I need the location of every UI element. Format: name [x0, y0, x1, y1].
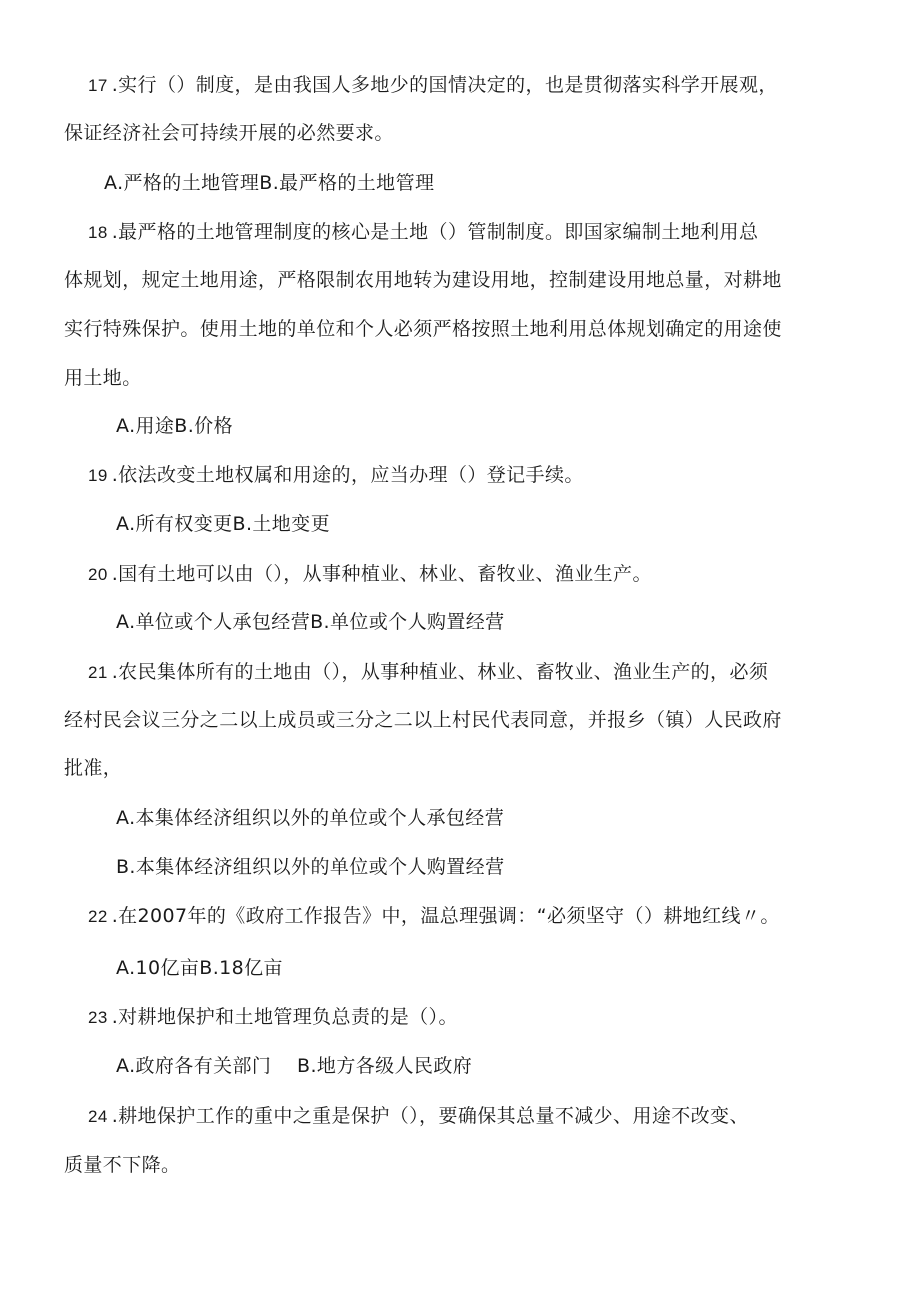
question-18-line-1 — [88, 219, 758, 246]
question-number: 23 — [88, 1008, 108, 1027]
question-text: .最严格的土地管理制度的核心是土地（）管制制度。即国家编制土地利用总 — [111, 221, 759, 243]
question-23-option: A.政府各有关部门 B.地方各级人民政府 — [116, 1055, 473, 1077]
question-text: .农民集体所有的土地由（），从事种植业、林业、畜牧业、渔业生产的，必须 — [111, 661, 769, 683]
question-text: .对耕地保护和土地管理负总责的是（）。 — [111, 1006, 458, 1028]
question-17-line-2: 保证经济社会可持续开展的必然要求。 — [64, 122, 394, 144]
question-22-line-1 — [88, 903, 780, 930]
question-24-line-2: 质量不下降。 — [64, 1154, 181, 1176]
question-21-line-3: 批准， — [64, 757, 123, 779]
question-20-option: A.单位或个人承包经营B.单位或个人购置经营 — [116, 611, 505, 633]
question-17-line-1 — [88, 72, 778, 99]
question-18-line-3: 实行特殊保护。使用土地的单位和个人必须严格按照土地利用总体规划确定的用途使 — [64, 318, 782, 340]
question-number: 21 — [88, 663, 108, 682]
question-text: .实行（）制度，是由我国人多地少的国情决定的，也是贯彻落实科学开展观， — [111, 74, 778, 96]
question-number: 20 — [88, 565, 108, 584]
question-text: .在2007年的《政府工作报告》中，温总理强调：“必须坚守（）耕地红线〃。 — [111, 905, 780, 927]
question-22-option: A.10亿亩B.18亿亩 — [116, 957, 283, 979]
question-number: 19 — [88, 466, 108, 485]
question-number: 24 — [88, 1107, 108, 1126]
question-text: .国有土地可以由（），从事种植业、林业、畜牧业、渔业生产。 — [111, 563, 652, 585]
question-17-option: A.严格的土地管理B.最严格的土地管理 — [104, 172, 435, 194]
question-number: 22 — [88, 907, 108, 926]
question-18-line-2: 体规划，规定土地用途，严格限制农用地转为建设用地，控制建设用地总量，对耕地 — [64, 269, 782, 291]
question-number: 18 — [88, 223, 108, 242]
question-number: 17 — [88, 76, 108, 95]
question-21-line-1 — [88, 659, 768, 686]
question-text: .耕地保护工作的重中之重是保护（），要确保其总量不减少、用途不改变、 — [111, 1105, 749, 1127]
question-24-line-1 — [88, 1103, 749, 1130]
question-19-option: A.所有权变更B.土地变更 — [116, 513, 330, 535]
question-20-line-1 — [88, 561, 652, 588]
question-21-option-b: B.本集体经济组织以外的单位或个人购置经营 — [116, 856, 505, 878]
question-text: .依法改变土地权属和用途的，应当办理（）登记手续。 — [111, 464, 584, 486]
question-19-line-1 — [88, 462, 584, 489]
question-18-line-4: 用土地。 — [64, 367, 142, 389]
question-18-option: A.用途B.价格 — [116, 415, 233, 437]
question-21-line-2: 经村民会议三分之二以上成员或三分之二以上村民代表同意，并报乡（镇）人民政府 — [64, 709, 782, 731]
question-23-line-1 — [88, 1004, 458, 1031]
question-21-option-a: A.本集体经济组织以外的单位或个人承包经营 — [116, 807, 505, 829]
